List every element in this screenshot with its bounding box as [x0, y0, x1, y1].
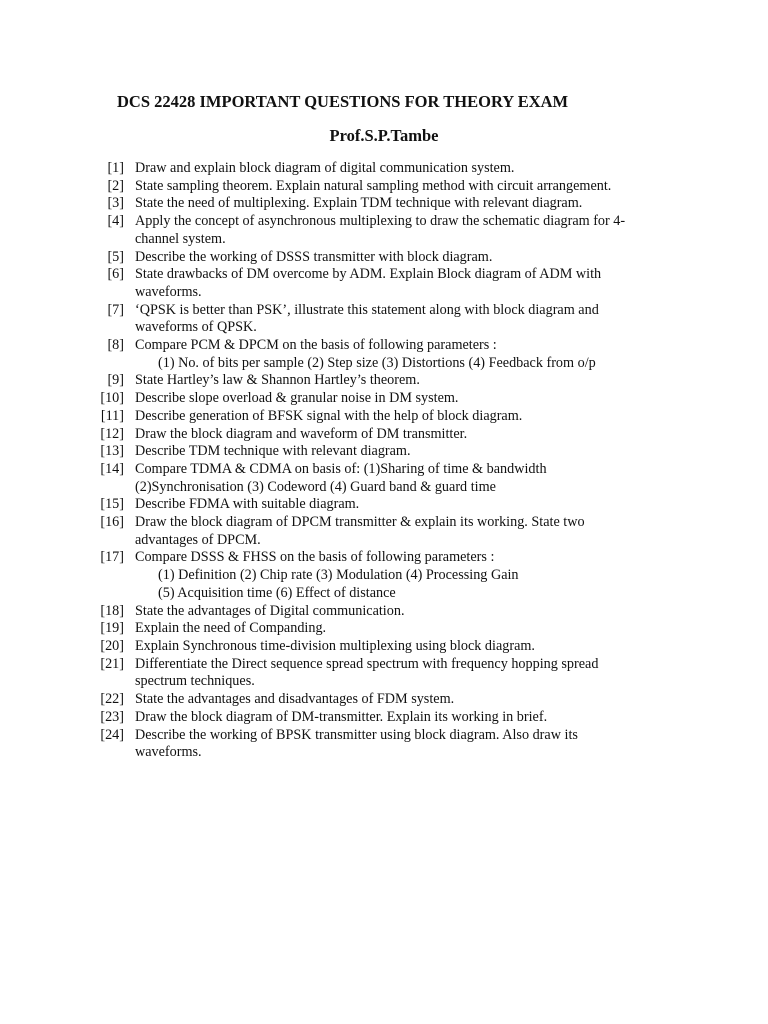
- question-line: Compare TDMA & CDMA on basis of: (1)Sharing of time & bandwidth: [135, 460, 547, 477]
- question-number: [23]: [100, 708, 124, 725]
- question-number: [10]: [100, 390, 124, 407]
- question-parameter-line: (1) No. of bits per sample (2) Step size (3) Distortions (4) Feedback from o/p: [158, 354, 596, 371]
- question-item: [96, 709, 686, 727]
- question-text: [135, 603, 686, 621]
- question-line: waveforms of QPSK.: [135, 319, 257, 336]
- question-line: Describe generation of BFSK signal with the help of block diagram.: [135, 407, 523, 424]
- question-item: [96, 426, 686, 444]
- question-line: State drawbacks of DM overcome by ADM. Explain Block diagram of ADM with: [135, 266, 602, 283]
- question-item: [96, 496, 686, 514]
- question-line: Explain Synchronous time-division multiplexing using block diagram.: [135, 637, 535, 654]
- question-number: [6]: [107, 266, 124, 283]
- question-item: [96, 638, 686, 656]
- question-number: [24]: [100, 726, 124, 743]
- question-number: [1]: [107, 160, 124, 176]
- question-number: [16]: [100, 514, 124, 531]
- question-number: [19]: [100, 620, 124, 637]
- question-number: [8]: [107, 337, 124, 354]
- question-text: [135, 709, 686, 727]
- question-item: [96, 727, 686, 762]
- question-line: Draw and explain block diagram of digital communication system.: [135, 160, 515, 176]
- question-line: State Hartley’s law & Shannon Hartley’s theorem.: [135, 372, 420, 389]
- question-line: State sampling theorem. Explain natural sampling method with circuit arrangement.: [135, 177, 612, 194]
- question-item: [96, 461, 686, 496]
- question-line: Differentiate the Direct sequence spread spectrum with frequency hopping spread: [135, 655, 599, 672]
- question-line: Draw the block diagram of DM-transmitter. Explain its working in brief.: [135, 708, 548, 725]
- question-item: [96, 302, 686, 337]
- question-number: [4]: [107, 213, 124, 230]
- question-line: Describe FDMA with suitable diagram.: [135, 496, 360, 513]
- question-item: [96, 390, 686, 408]
- question-parameter-line: (1) Definition (2) Chip rate (3) Modulation (4) Processing Gain: [158, 567, 519, 584]
- question-text: [135, 372, 686, 390]
- question-item: [96, 195, 686, 213]
- question-text: [135, 443, 686, 461]
- question-item: [96, 691, 686, 709]
- question-item: [96, 337, 686, 372]
- question-line: advantages of DPCM.: [135, 531, 261, 548]
- question-line: Describe the working of BPSK transmitter using block diagram. Also draw its: [135, 726, 578, 743]
- question-line: Describe slope overload & granular noise in DM system.: [135, 390, 459, 407]
- question-number: [12]: [100, 425, 124, 442]
- question-text: [135, 266, 686, 301]
- question-item: [96, 266, 686, 301]
- question-text: [135, 638, 686, 656]
- question-item: [96, 372, 686, 390]
- question-text: [135, 390, 686, 408]
- question-line: State the need of multiplexing. Explain TDM technique with relevant diagram.: [135, 195, 583, 212]
- question-line: State the advantages and disadvantages of FDM system.: [135, 691, 455, 708]
- question-line: Apply the concept of asynchronous multiplexing to draw the schematic diagram for 4-: [135, 213, 626, 230]
- question-text: [135, 461, 686, 496]
- question-number: [2]: [107, 177, 124, 194]
- question-number: [17]: [100, 549, 124, 566]
- question-number: [22]: [100, 691, 124, 708]
- question-text: [135, 213, 686, 248]
- question-number: [20]: [100, 637, 124, 654]
- question-number: [7]: [107, 301, 124, 318]
- question-text: [135, 426, 686, 444]
- question-text: [135, 727, 686, 762]
- question-number: [9]: [107, 372, 124, 389]
- question-number: [3]: [107, 195, 124, 212]
- question-line: channel system.: [135, 230, 226, 247]
- question-item: [96, 160, 686, 178]
- question-number: [5]: [107, 248, 124, 265]
- question-line: spectrum techniques.: [135, 673, 255, 690]
- question-text: [135, 408, 686, 426]
- question-line: Explain the need of Companding.: [135, 620, 327, 637]
- question-line: Describe TDM technique with relevant diagram.: [135, 443, 411, 460]
- question-text: [135, 195, 686, 213]
- question-item: [96, 249, 686, 267]
- question-text: [135, 337, 686, 372]
- question-line: Compare DSSS & FHSS on the basis of following parameters :: [135, 549, 495, 566]
- question-text: [135, 620, 686, 638]
- question-item: [96, 443, 686, 461]
- question-number: [15]: [100, 496, 124, 513]
- question-text: [135, 656, 686, 691]
- question-number: [21]: [100, 655, 124, 672]
- question-text: [135, 691, 686, 709]
- document-title: DCS 22428 IMPORTANT QUESTIONS FOR THEORY EXAM: [117, 92, 569, 111]
- question-list: [96, 160, 686, 762]
- question-text: [135, 302, 686, 337]
- question-item: [96, 213, 686, 248]
- question-item: [96, 603, 686, 621]
- question-number: [18]: [100, 602, 124, 619]
- question-text: [135, 514, 686, 549]
- question-line: ‘QPSK is better than PSK’, illustrate this statement along with block diagram and: [135, 301, 599, 318]
- question-item: [96, 178, 686, 196]
- question-line: waveforms.: [135, 283, 202, 300]
- question-line: (2)Synchronisation (3) Codeword (4) Guard band & guard time: [135, 478, 496, 495]
- question-line: waveforms.: [135, 744, 202, 761]
- question-item: [96, 656, 686, 691]
- question-item: [96, 620, 686, 638]
- question-text: [135, 549, 686, 602]
- question-number: [14]: [100, 460, 124, 477]
- question-number: [11]: [100, 407, 124, 424]
- question-line: Compare PCM & DPCM on the basis of following parameters :: [135, 337, 497, 354]
- question-item: [96, 549, 686, 602]
- question-text: [135, 496, 686, 514]
- question-line: State the advantages of Digital communication.: [135, 602, 405, 619]
- question-line: Describe the working of DSSS transmitter with block diagram.: [135, 248, 493, 265]
- question-item: [96, 514, 686, 549]
- author-name: Prof.S.P.Tambe: [329, 126, 439, 145]
- question-parameter-line: (5) Acquisition time (6) Effect of distance: [158, 584, 396, 601]
- question-text: [135, 249, 686, 267]
- question-text: [135, 178, 686, 196]
- question-item: [96, 408, 686, 426]
- question-number: [13]: [100, 443, 124, 460]
- question-text: [135, 160, 686, 178]
- question-line: Draw the block diagram and waveform of DM transmitter.: [135, 425, 468, 442]
- question-line: Draw the block diagram of DPCM transmitter & explain its working. State two: [135, 514, 585, 531]
